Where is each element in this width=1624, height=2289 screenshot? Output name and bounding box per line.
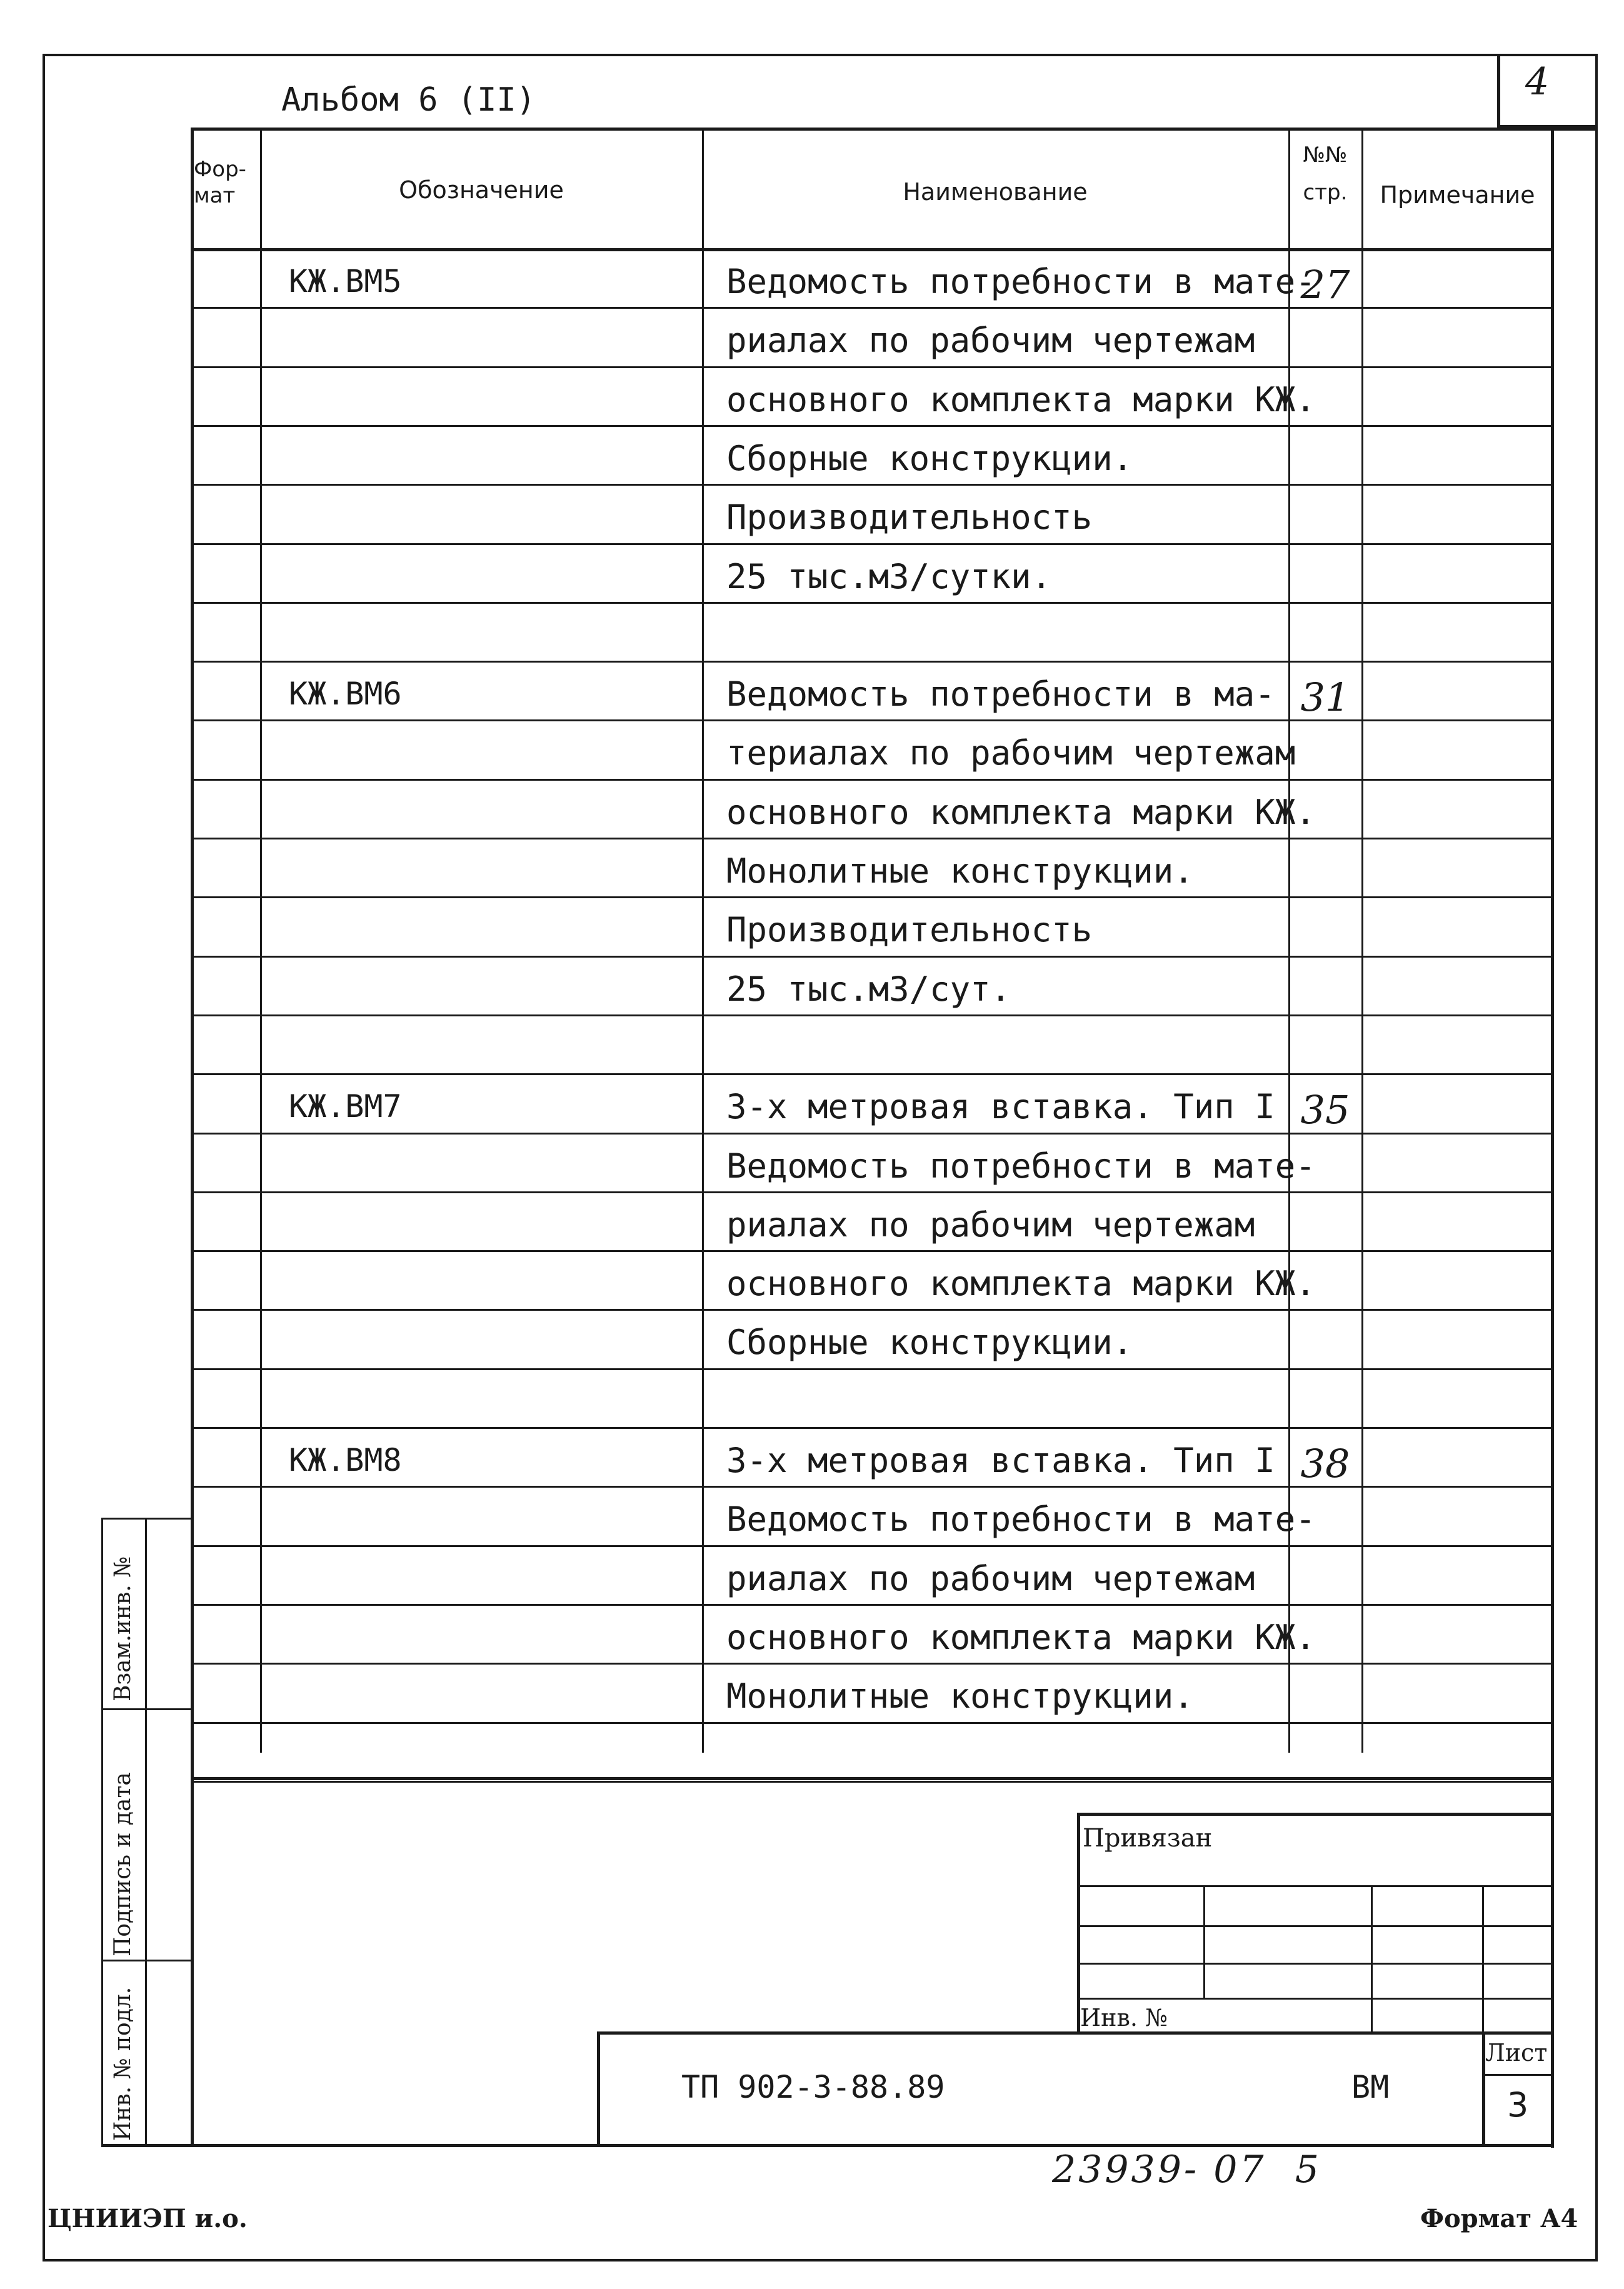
table-row-line bbox=[191, 1368, 1553, 1370]
row-name: основного комплекта марки КЖ. bbox=[726, 379, 1316, 419]
row-designation: КЖ.ВМ5 bbox=[289, 263, 402, 299]
bound-block-top bbox=[1077, 1813, 1552, 1816]
table-left-border bbox=[191, 128, 194, 2145]
row-name: териалах по рабочим чертежам bbox=[726, 733, 1296, 773]
sheet-label: Лист bbox=[1485, 2039, 1548, 2066]
doc-code: ТП 902-3-88.89 bbox=[681, 2069, 945, 2105]
row-name: риалах по рабочим чертежам bbox=[726, 1558, 1255, 1598]
bound-label: Привязан bbox=[1083, 1824, 1213, 1853]
table-row-line bbox=[191, 1427, 1553, 1429]
col-header-format: Фор-мат bbox=[194, 157, 246, 208]
table-row-line bbox=[191, 1781, 1553, 1783]
table-row-line bbox=[191, 1309, 1553, 1311]
table-row-line bbox=[191, 661, 1553, 663]
table-row-line bbox=[191, 956, 1553, 958]
corner-box-divider bbox=[1497, 54, 1500, 126]
row-name: риалах по рабочим чертежам bbox=[726, 1205, 1255, 1245]
table-row-line bbox=[191, 1250, 1553, 1252]
title-block-bottom bbox=[191, 2144, 1553, 2147]
org-label: ЦНИИЭП и.о. bbox=[48, 2204, 248, 2233]
side-stamp-signature-date: Подпись и дата bbox=[110, 1772, 136, 1956]
col-designation-divider bbox=[702, 128, 704, 1753]
row-page: 31 bbox=[1300, 674, 1350, 721]
bound-grid-line-4 bbox=[1077, 1998, 1552, 2000]
table-row-line bbox=[191, 1663, 1553, 1665]
table-row-line bbox=[191, 896, 1553, 898]
row-name: Производительность bbox=[726, 498, 1093, 538]
stamp-number: 23939- 07 5 bbox=[1052, 2148, 1321, 2191]
row-name: 25 тыс.м3/сут. bbox=[726, 969, 1011, 1009]
table-top-border bbox=[191, 128, 1595, 131]
format-label: Формат А4 bbox=[1420, 2204, 1578, 2233]
table-row-line bbox=[191, 602, 1553, 604]
table-row-line bbox=[191, 1191, 1553, 1193]
row-name: основного комплекта марки КЖ. bbox=[726, 1264, 1316, 1304]
table-row-line bbox=[191, 1604, 1553, 1606]
row-name: основного комплекта марки КЖ. bbox=[726, 1617, 1316, 1657]
col-header-page: №№ стр. bbox=[1303, 143, 1348, 205]
inv-label: Инв. № bbox=[1080, 2004, 1168, 2031]
doc-mark: ВМ bbox=[1351, 2069, 1390, 2105]
side-stamp-left bbox=[101, 1518, 103, 2145]
row-name: Монолитные конструкции. bbox=[726, 1676, 1194, 1716]
row-designation: КЖ.ВМ6 bbox=[289, 676, 402, 713]
bound-grid-col-3 bbox=[1482, 1885, 1484, 2031]
side-stamp-divider-1 bbox=[101, 1708, 193, 1710]
bound-grid-line-3 bbox=[1077, 1963, 1552, 1965]
table-row-line bbox=[191, 1073, 1553, 1075]
table-row-line bbox=[191, 779, 1553, 781]
row-designation: КЖ.ВМ8 bbox=[289, 1442, 402, 1478]
side-stamp-divider-2 bbox=[101, 1960, 193, 1961]
bound-grid-col-1 bbox=[1203, 1885, 1205, 1998]
row-page: 27 bbox=[1300, 262, 1350, 308]
table-row-line bbox=[191, 1014, 1553, 1016]
col-page-divider bbox=[1361, 128, 1363, 1753]
row-name: Производительность bbox=[726, 910, 1093, 950]
col-format-divider bbox=[260, 128, 262, 1753]
row-name: Ведомость потребности в мате- bbox=[726, 262, 1316, 301]
side-stamp-top bbox=[101, 1518, 193, 1520]
table-row-line bbox=[191, 425, 1553, 427]
table-row-line bbox=[191, 484, 1553, 486]
bound-grid-line-2 bbox=[1077, 1925, 1552, 1927]
table-row-line bbox=[191, 838, 1553, 839]
row-designation: КЖ.ВМ7 bbox=[289, 1088, 402, 1125]
title-block-top bbox=[191, 1777, 1553, 1780]
row-page: 38 bbox=[1300, 1441, 1350, 1486]
row-name: Ведомость потребности в мате- bbox=[726, 1146, 1316, 1186]
col-header-name: Наименование bbox=[903, 178, 1088, 206]
col-header-note: Примечание bbox=[1380, 181, 1535, 209]
row-name: Сборные конструкции. bbox=[726, 1323, 1133, 1363]
row-name: Сборные конструкции. bbox=[726, 438, 1133, 478]
table-row-line bbox=[191, 1722, 1553, 1724]
row-name: Ведомость потребности в мате- bbox=[726, 1500, 1316, 1540]
row-name: 3-х метровая вставка. Тип I bbox=[726, 1087, 1275, 1127]
side-stamp-inv-orig: Инв. № подл. bbox=[110, 1986, 136, 2141]
row-name: 3-х метровая вставка. Тип I bbox=[726, 1441, 1275, 1480]
table-row-line bbox=[191, 366, 1553, 368]
row-page: 35 bbox=[1300, 1087, 1350, 1133]
row-name: 25 тыс.м3/сутки. bbox=[726, 556, 1052, 596]
doc-block-top bbox=[597, 2031, 1553, 2035]
bound-grid-col-2 bbox=[1371, 1885, 1373, 2031]
side-stamp-mid bbox=[145, 1518, 147, 2145]
side-stamp-replace-inv: Взам.инв. № bbox=[110, 1556, 136, 1701]
row-name: риалах по рабочим чертежам bbox=[726, 321, 1255, 361]
sheet-corner-number: 4 bbox=[1525, 60, 1550, 104]
table-row-line bbox=[191, 543, 1553, 545]
album-title: Альбом 6 (II) bbox=[281, 81, 536, 119]
table-row-line bbox=[191, 1545, 1553, 1547]
col-header-designation: Обозначение bbox=[399, 176, 564, 204]
row-name: основного комплекта марки КЖ. bbox=[726, 792, 1316, 832]
row-name: Монолитные конструкции. bbox=[726, 851, 1194, 891]
doc-block-left bbox=[597, 2031, 600, 2145]
bound-grid-line-1 bbox=[1077, 1885, 1552, 1887]
header-bottom-border bbox=[191, 248, 1553, 251]
row-name: Ведомость потребности в ма- bbox=[726, 674, 1275, 714]
sheet-number: 3 bbox=[1506, 2085, 1529, 2125]
side-stamp-bottom bbox=[101, 2144, 193, 2147]
sheet-cell-divider bbox=[1482, 2074, 1552, 2076]
table-right-border bbox=[1551, 128, 1554, 2148]
